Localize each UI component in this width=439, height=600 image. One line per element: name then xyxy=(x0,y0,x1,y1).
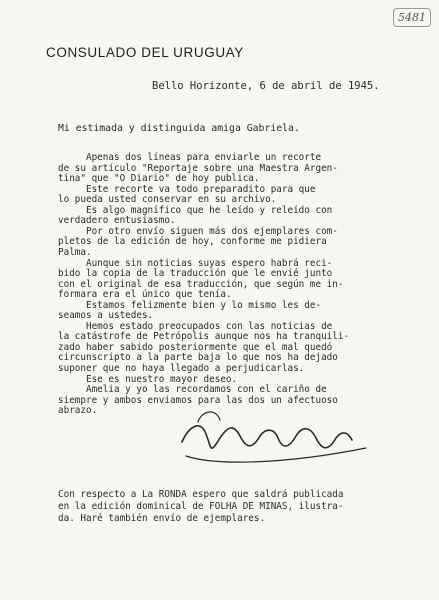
body-line: verdadero entusiasmo. xyxy=(58,215,176,227)
body-line: Apenas dos líneas para enviarle un recorte xyxy=(58,152,322,163)
body-line: Palma. xyxy=(58,246,92,258)
body-line: formara era el único que tenía. xyxy=(58,289,232,301)
body-line: Amelia y yo las recordamos con el cariño de xyxy=(58,384,327,396)
body-line: Es algo magnífico que he leído y releído con xyxy=(58,204,333,216)
salutation: Mi estimada y distinguida amiga Gabriela. xyxy=(58,123,300,134)
body-line: circunscripto a la parte baja lo que nos ha dejado xyxy=(58,352,338,364)
postscript-line: en la edición dominical de FOLHA DE MINAS, ilustra- xyxy=(58,501,344,513)
body-line: lo pueda usted conservar en su archivo. xyxy=(58,194,277,206)
body-line: tina" que "O Diario" de hoy publica. xyxy=(58,173,260,185)
body-line: seamos a ustedes. xyxy=(58,310,154,322)
body-line: la catástrofe de Petrópolis aunque nos ha tranquili- xyxy=(58,331,350,343)
postscript-line: da. Haré también envío de ejemplares. xyxy=(58,513,266,525)
body-line: Ese es nuestro mayor deseo. xyxy=(58,373,238,385)
body-line: zado haber sabido posteriormente que el mal quedó xyxy=(58,341,333,353)
body-line: Este recorte va todo preparadito para que xyxy=(58,183,316,195)
body-line: Aunque sin noticias suyas espero habrá reci- xyxy=(58,257,333,269)
body-line: pletos de la edición de hoy, conforme me pidiera xyxy=(58,236,327,248)
archive-number-stamp: 5481 xyxy=(393,8,431,27)
postscript-line: Con respecto a La RONDA espero que saldrá publicada xyxy=(58,489,344,500)
signature xyxy=(176,398,376,470)
body-line: abrazo. xyxy=(58,405,98,417)
body-line: Estamos felizmente bien y lo mismo les de- xyxy=(58,299,322,311)
body-line: de su artículo "Reportaje sobre una Maestra Argen- xyxy=(58,162,338,174)
letter-date: Bello Horizonte, 6 de abril de 1945. xyxy=(152,80,380,92)
body-line: Por otro envío siguen más dos ejemplares com- xyxy=(58,225,338,237)
body-line: Hemos estado preocupados con las noticias de xyxy=(58,320,333,332)
body-line: suponer que no haya llegado a perjudicarlas. xyxy=(58,363,305,374)
body-line: bido la copia de la traducción que le envié junto xyxy=(58,268,333,280)
body-line: siempre y ambos enviamos para las dos un afectuoso xyxy=(58,394,338,406)
body-line: con el original de esa traducción, que según me in- xyxy=(58,278,344,290)
letterhead: CONSULADO DEL URUGUAY xyxy=(46,45,244,60)
